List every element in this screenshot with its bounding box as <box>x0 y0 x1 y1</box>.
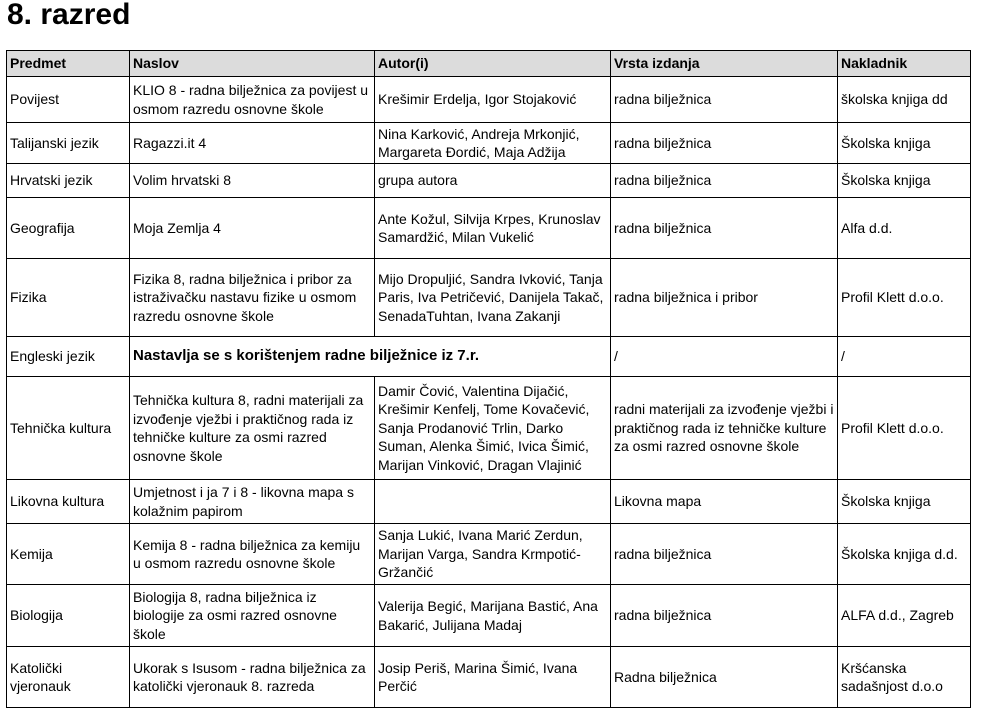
cell-predmet: Engleski jezik <box>7 337 130 377</box>
cell-vrsta: radna bilježnica <box>611 123 838 164</box>
cell-naslov: Volim hrvatski 8 <box>130 164 375 198</box>
cell-autori: Josip Periš, Marina Šimić, Ivana Perčić <box>375 647 611 708</box>
cell-predmet: Fizika <box>7 259 130 337</box>
cell-nakladnik: Školska knjiga d.d. <box>838 524 971 585</box>
table-header-row <box>7 51 971 77</box>
cell-vrsta: radna bilježnica <box>611 198 838 259</box>
cell-vrsta: / <box>611 337 838 377</box>
table-row <box>7 377 971 480</box>
cell-predmet: Biologija <box>7 585 130 647</box>
cell-naslov: Tehnička kultura 8, radni materijali za izvođenje vježbi i praktičnog rada iz tehničke kulture za osmi razred osnovne škole <box>130 377 375 480</box>
header-predmet: Predmet <box>7 51 130 77</box>
table-row <box>7 164 971 198</box>
cell-naslov: KLIO 8 - radna bilježnica za povijest u osmom razredu osnovne škole <box>130 77 375 123</box>
cell-autori: Valerija Begić, Marijana Bastić, Ana Bakarić, Julijana Madaj <box>375 585 611 647</box>
cell-autori: Damir Čović, Valentina Dijačić, Krešimir Kenfelj, Tome Kovačević, Sanja Prodanović Trlin, Darko Suman, Alenka Šimić, Ivica Šimić, Marijan Vinković, Dragan Vlajinić <box>375 377 611 480</box>
cell-predmet: Talijanski jezik <box>7 123 130 164</box>
cell-nakladnik: Školska knjiga <box>838 123 971 164</box>
cell-predmet: Likovna kultura <box>7 480 130 524</box>
header-vrsta-izdanja: Vrsta izdanja <box>611 51 838 77</box>
cell-vrsta: Likovna mapa <box>611 480 838 524</box>
cell-nakladnik: Školska knjiga <box>838 480 971 524</box>
textbook-table <box>6 50 971 708</box>
cell-autori: Ante Kožul, Silvija Krpes, Krunoslav Samardžić, Milan Vukelić <box>375 198 611 259</box>
cell-nakladnik: Profil Klett d.o.o. <box>838 377 971 480</box>
cell-autori: Sanja Lukić, Ivana Marić Zerdun, Marijan Varga, Sandra Krmpotić-Gržančić <box>375 524 611 585</box>
header-nakladnik: Nakladnik <box>838 51 971 77</box>
cell-predmet: Tehnička kultura <box>7 377 130 480</box>
table-row <box>7 198 971 259</box>
table-row <box>7 480 971 524</box>
header-naslov: Naslov <box>130 51 375 77</box>
cell-vrsta: radna bilježnica <box>611 164 838 198</box>
cell-merged-note: Nastavlja se s korištenjem radne bilježnice iz 7.r. <box>130 337 611 377</box>
cell-vrsta: radna bilježnica <box>611 585 838 647</box>
table-row <box>7 524 971 585</box>
cell-autori: grupa autora <box>375 164 611 198</box>
table-row <box>7 647 971 708</box>
cell-naslov: Fizika 8, radna bilježnica i pribor za istraživačku nastavu fizike u osmom razredu osnovne škole <box>130 259 375 337</box>
cell-naslov: Ragazzi.it 4 <box>130 123 375 164</box>
cell-nakladnik: / <box>838 337 971 377</box>
cell-vrsta: radni materijali za izvođenje vježbi i praktičnog rada iz tehničke kulture za osmi razred osnovne škole <box>611 377 838 480</box>
cell-naslov: Kemija 8 - radna bilježnica za kemiju u osmom razredu osnovne škole <box>130 524 375 585</box>
cell-vrsta: radna bilježnica i pribor <box>611 259 838 337</box>
table-row <box>7 337 971 377</box>
cell-autori <box>375 480 611 524</box>
cell-predmet: Kemija <box>7 524 130 585</box>
cell-vrsta: radna bilježnica <box>611 524 838 585</box>
cell-naslov: Ukorak s Isusom - radna bilježnica za katolički vjeronauk 8. razreda <box>130 647 375 708</box>
header-autori: Autor(i) <box>375 51 611 77</box>
cell-predmet: Hrvatski jezik <box>7 164 130 198</box>
cell-nakladnik: Kršćanska sadašnjost d.o.o <box>838 647 971 708</box>
cell-nakladnik: Alfa d.d. <box>838 198 971 259</box>
cell-predmet: Povijest <box>7 77 130 123</box>
table-row <box>7 123 971 164</box>
page-title: 8. razred <box>7 0 131 31</box>
cell-naslov: Umjetnost i ja 7 i 8 - likovna mapa s kolažnim papirom <box>130 480 375 524</box>
cell-nakladnik: Profil Klett d.o.o. <box>838 259 971 337</box>
cell-nakladnik: Školska knjiga <box>838 164 971 198</box>
cell-vrsta: Radna bilježnica <box>611 647 838 708</box>
cell-autori: Nina Karković, Andreja Mrkonjić, Margareta Đordić, Maja Adžija <box>375 123 611 164</box>
cell-autori: Mijo Dropuljić, Sandra Ivković, Tanja Paris, Iva Petričević, Danijela Takač, SenadaTuhtan, Ivana Zakanji <box>375 259 611 337</box>
cell-nakladnik: ALFA d.d., Zagreb <box>838 585 971 647</box>
cell-nakladnik: školska knjiga dd <box>838 77 971 123</box>
table-row <box>7 77 971 123</box>
cell-predmet: Katolički vjeronauk <box>7 647 130 708</box>
cell-predmet: Geografija <box>7 198 130 259</box>
table-row <box>7 585 971 647</box>
cell-vrsta: radna bilježnica <box>611 77 838 123</box>
cell-naslov: Biologija 8, radna bilježnica iz biologije za osmi razred osnovne škole <box>130 585 375 647</box>
cell-autori: Krešimir Erdelja, Igor Stojaković <box>375 77 611 123</box>
table-row <box>7 259 971 337</box>
cell-naslov: Moja Zemlja 4 <box>130 198 375 259</box>
